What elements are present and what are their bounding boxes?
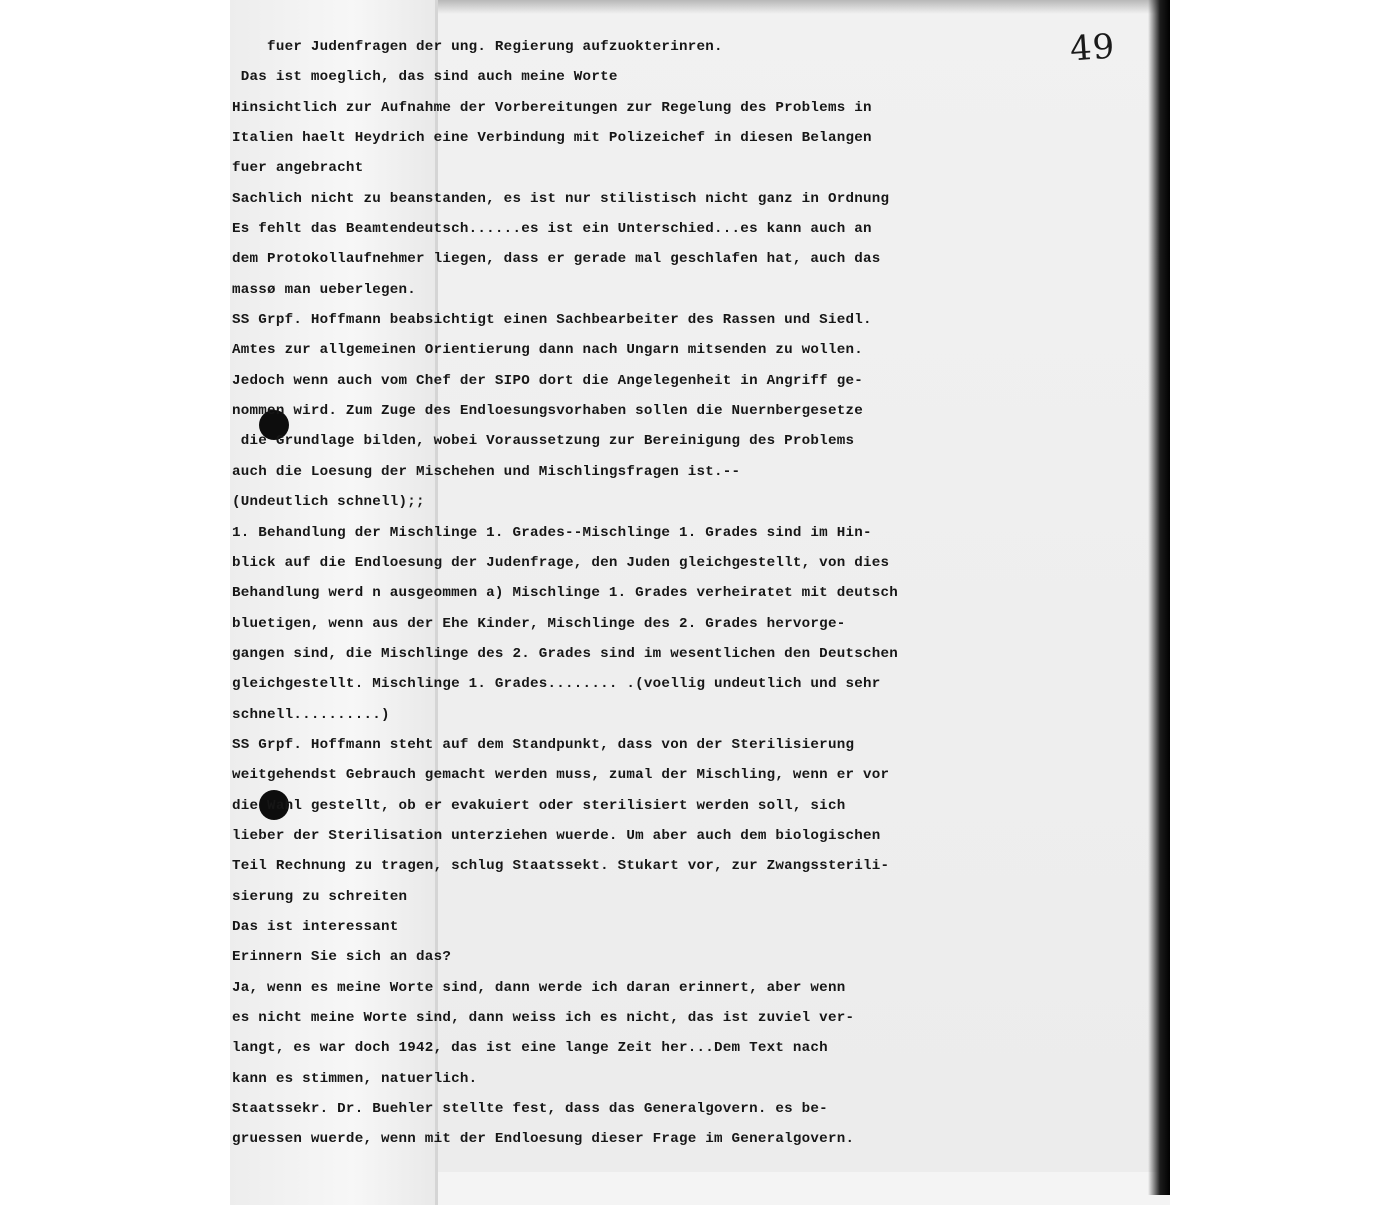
text-line: gangen sind, die Mischlinge des 2. Grades sind im wesentlichen den Deutschen (232, 645, 899, 662)
text-line: schnell..........) (232, 706, 390, 723)
right-shadow (1148, 0, 1170, 1195)
text-line: fuer Judenfragen der ung. Regierung aufzuokterinren. (232, 39, 723, 55)
text-line: 1. Behandlung der Mischlinge 1. Grades--Mischlinge 1. Grades sind im Hin- (232, 524, 872, 541)
text-line: SS Grpf. Hoffmann steht auf dem Standpunkt, dass von der Sterilisierung (232, 736, 855, 753)
text-line: langt, es war doch 1942, das ist eine lange Zeit her...Dem Text nach (232, 1040, 828, 1057)
text-line: (Undeutlich schnell);; (232, 494, 425, 511)
page-number: 49 (1068, 26, 1117, 70)
text-line: fuer angebracht (232, 160, 364, 177)
text-line: SS Grpf. Hoffmann beabsichtigt einen Sachbearbeiter des Rassen und Siedl. (232, 312, 872, 329)
text-line: Es fehlt das Beamtendeutsch......es ist ein Unterschied...es kann auch an (232, 221, 872, 238)
text-line: Das ist moeglich, das sind auch meine Worte (232, 69, 618, 86)
text-line: nommen wird. Zum Zuge des Endloesungsvorhaben sollen die Nuernbergesetze (232, 403, 863, 420)
text-line: Das ist interessant (232, 918, 399, 935)
top-smudge (438, 0, 1170, 14)
page-bottom (438, 1172, 1170, 1205)
text-line: massø man ueberlegen. (232, 281, 417, 298)
transcript-body (232, 32, 932, 1155)
text-line: lieber der Sterilisation unterziehen wuerde. Um aber auch dem biologischen (232, 827, 881, 844)
text-line: bluetigen, wenn aus der Ehe Kinder, Mischlinge des 2. Grades hervorge- (232, 615, 846, 632)
text-line: es nicht meine Worte sind, dann weiss ich es nicht, das ist zuviel ver- (232, 1010, 855, 1026)
text-line: auch die Loesung der Mischehen und Mischlingsfragen ist.-- (232, 463, 741, 480)
text-line: die Wahl gestellt, ob er evakuiert oder sterilisiert werden soll, sich (232, 797, 846, 814)
text-line: die Grundlage bilden, wobei Voraussetzung zur Bereinigung des Problems (232, 433, 855, 450)
text-line: gleichgestellt. Mischlinge 1. Grades........ .(voellig undeutlich und sehr (232, 676, 881, 693)
text-line: Behandlung werd n ausgeommen a) Mischlinge 1. Grades verheiratet mit deutsch (232, 585, 899, 602)
text-line: Hinsichtlich zur Aufnahme der Vorbereitungen zur Regelung des Problems in (232, 99, 872, 116)
text-line: Italien haelt Heydrich eine Verbindung mit Polizeichef in diesen Belangen (232, 130, 872, 147)
text-line: kann es stimmen, natuerlich. (232, 1070, 478, 1087)
text-line: Teil Rechnung zu tragen, schlug Staatssekt. Stukart vor, zur Zwangssterili- (232, 858, 890, 875)
text-line: weitgehendst Gebrauch gemacht werden muss, zumal der Mischling, wenn er vor (232, 767, 890, 784)
text-line: Staatssekr. Dr. Buehler stellte fest, dass das Generalgovern. es be- (232, 1101, 828, 1118)
text-line: Ja, wenn es meine Worte sind, dann werde ich daran erinnert, aber wenn (232, 979, 846, 996)
text-line: sierung zu schreiten (232, 888, 408, 905)
text-line: blick auf die Endloesung der Judenfrage, den Juden gleichgestellt, von dies (232, 554, 890, 571)
text-line: Erinnern Sie sich an das? (232, 949, 452, 966)
text-line: gruessen wuerde, wenn mit der Endloesung dieser Frage im Generalgovern. (232, 1131, 855, 1148)
text-line: dem Protokollaufnehmer liegen, dass er gerade mal geschlafen hat, auch das (232, 251, 881, 268)
text-line: Jedoch wenn auch vom Chef der SIPO dort die Angelegenheit in Angriff ge- (232, 372, 863, 389)
text-line: Sachlich nicht zu beanstanden, es ist nur stilistisch nicht ganz in Ordnung (232, 190, 890, 207)
text-line: Amtes zur allgemeinen Orientierung dann nach Ungarn mitsenden zu wollen. (232, 342, 863, 359)
